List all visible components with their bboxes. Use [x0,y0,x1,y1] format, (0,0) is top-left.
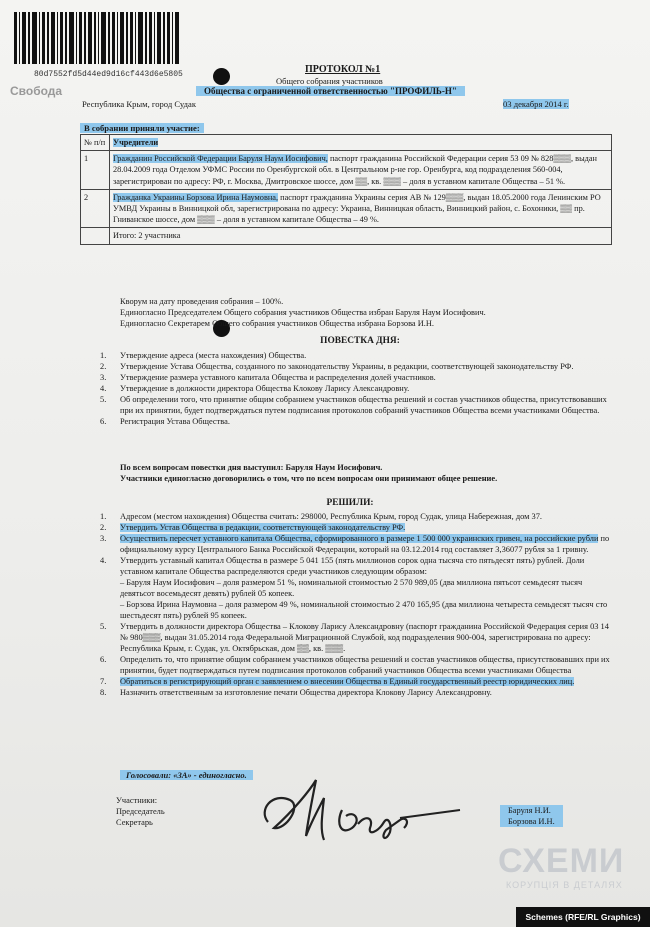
schemes-tagline: КОРУПЦІЯ В ДЕТАЛЯХ [506,880,623,890]
table-row [81,151,612,190]
handwritten-signature-icon [250,770,480,850]
row-number: 2 [81,189,110,228]
item-number: 5. [100,395,107,404]
item-number: 2. [100,362,107,371]
participant-name: Гражданка Украины Борзова Ирина Наумовна, [113,192,279,202]
item-number: 3. [100,534,107,543]
decisions-heading-text: РЕШИЛИ: [326,498,374,508]
participants-table [80,134,612,245]
list-item [100,383,612,394]
meeting-type: Общего собрания участников [276,76,383,86]
signature-labels [116,795,165,828]
col-num-header: № п/п [81,135,110,151]
quorum-block [120,296,486,329]
list-item [100,372,612,383]
list-item [100,394,612,416]
item-text: Адресом (местом нахождения) Общества считать: 298000, Республика Крым, город Судак, улица Набережная, дом 37. [120,512,542,521]
agenda-heading [0,336,650,346]
participant-name: Гражданин Российской Федерации Баруля Наум Иосифович, [113,154,328,164]
item-number: 4. [100,384,107,393]
signature-names [500,805,563,827]
list-item [100,416,612,427]
list-item [100,361,612,372]
table-row [81,189,612,228]
item-text: Об определении того, что принятие общим собранием участников общества решений и состав участников общества, присутствовавших при их принятии, будет подтверждаться путем подписания протоколов собраний участников Общества всеми участниками Общества. [120,395,607,415]
item-text: Обратиться в регистрирующий орган с заявлением о внесении Общества в Единый государственный реестр юридических лиц. [120,677,575,686]
item-text: по официальному курсу Центрального Банка Российской Федерации, который на 03.12.2014 год составляет 3,36077 рубля за 1 гривну. [120,534,610,554]
participant-details: паспорт гражданина Российской Федерации серия 53 09 № 828▒▒▒, выдан 28.04.2009 года Отделом УФМС России по Оренбургской обл. в Центральном р-не гор. Оренбурга, код подразделения 560-004, зарегистрирован по адресу: РФ, г. Москва, Дмитровское шоссе, дом ▒▒, кв. ▒▒▒ – доля в уставном капитале Общества – 51 %. [113,154,597,186]
votes-line: Голосовали: «ЗА» - единогласно. [120,770,253,780]
item-subtext: – Борзова Ирина Наумовна – доля размером 49 %, номинальной стоимостью 2 470 165,95 (два миллиона четыреста семьдесят тысяч сто шестьдесят пять) рублей 95 копеек. [120,600,608,620]
speaker-block [120,462,497,484]
participants-heading: В собрании приняли участие: [80,123,204,133]
item-number: 8. [100,688,107,697]
decisions-list [100,511,612,698]
date: 03 декабря 2014 г. [503,99,569,109]
item-text: Регистрация Устава Общества. [120,417,230,426]
item-number: 5. [100,622,107,631]
item-number: 4. [100,556,107,565]
row-number: 1 [81,151,110,190]
place: Республика Крым, город Судак [82,99,196,109]
item-text: Утверждение Устава Общества, созданного по законодательству Украины, в редакции, соответствующей законодательству РФ. [120,362,574,371]
item-text: Назначить ответственным за изготовление печати Общества директора Клокову Ларису Александровну. [120,688,492,697]
item-text: Определить то, что принятие общим собранием участников общества решений и состав участников общества, присутствовавших при их принятии, будет подтверждаться путем подписания протоколов собраний участников Общества всеми участниками Общества [120,655,610,675]
company-name: Общества с ограниченной ответственностью "ПРОФИЛЬ-Н" [196,86,465,96]
list-item [100,522,612,533]
list-item [100,654,612,676]
list-item [100,533,612,555]
item-number: 6. [100,655,107,664]
item-number: 3. [100,373,107,382]
item-subtext: – Баруля Наум Иосифович – доля размером 51 %, номинальной стоимостью 2 570 989,05 (два миллиона пятьсот семьдесят тысяч девятьсот восемьдесят девять) рублей 05 копеек. [120,578,583,598]
row-details [110,151,612,190]
list-item [100,676,612,687]
svoboda-logo: Свобода [10,84,63,98]
item-number: 7. [100,677,107,686]
agenda-heading-text: ПОВЕСТКА ДНЯ: [320,336,400,346]
protocol-title: ПРОТОКОЛ №1 [305,64,381,75]
speaker-line: По всем вопросам повестки дня выступил: Баруля Наум Иосифович. [120,463,383,472]
participant-details: паспорт гражданина Украины серия АВ № 129▒▒▒, выдан 18.05.2000 года Ленинским РО УМВД Украины в Винницкой обл, зарегистрирована по адресу: Украина, Винницкая область, Винницкий район, с. Бохоники, ▒▒ пр. Гниванское шоссе, дом ▒▒▒ – доля в уставном капитале Общества – 49 %. [113,192,601,225]
quorum-line: Кворум на дату проведения собрания – 100%. [120,297,284,306]
item-text: Утвердить уставный капитал Общества в размере 5 041 155 (пять миллионов сорок одна тысяча сто пятьдесят пять) рублей. Доли уставном капитале Общества распределяются среди участников следующим образом: [120,556,585,576]
list-item [100,687,612,698]
item-text: Утверждение адреса (места нахождения) Общества. [120,351,307,360]
item-text: Утвердить Устав Общества в редакции, соответствующей законодательству РФ. [120,523,406,532]
signature-name: Борзова И.Н. [508,817,555,826]
barcode-icon [12,8,182,68]
agenda-list [100,350,612,427]
item-text: Утвердить в должности директора Общества – Клокову Ларису Александровну (паспорт гражданина Российской Федерация серия 03 14 № 980▒▒▒, выдан 31.05.2014 года Федеральной Миграционной Службой, код подразделения 900-004, зарегистрирована по адресу: Республика Крым, г. Судак, ул. Октябрьская, дом ▒▒, кв. ▒▒▒. [120,622,609,653]
quorum-line: Единогласно Секретарем Общего собрания участников Общества избрана Борзова И.Н. [120,319,435,328]
item-text: Утверждение размера уставного капитала Общества и распределения долей участников. [120,373,436,382]
empty-cell [81,228,110,244]
list-item [100,511,612,522]
item-number: 2. [100,523,107,532]
table-row [81,228,612,244]
punch-hole-icon [213,68,230,85]
list-item [100,621,612,654]
item-number: 6. [100,417,107,426]
signature-label: Председатель [116,807,165,816]
signature-name: Баруля Н.И. [508,806,551,815]
founders-label: Учредители [113,138,159,147]
item-number: 1. [100,512,107,521]
schemes-logo: СХЕМИ [498,842,625,880]
item-text-highlighted: Осуществить пересчет уставного капитала Общества, сформированного в размере 1 500 000 украинских гривен, на российские рубли [120,534,599,543]
col-founders-header [110,135,612,151]
row-details [110,189,612,228]
signature-label: Участники: [116,796,158,805]
unanimous-line: Участники единогласно договорились о том, что по всем вопросам они принимают общее решение. [120,474,498,483]
item-number: 1. [100,351,107,360]
total: Итого: 2 участника [110,228,612,244]
decisions-heading [0,498,650,508]
item-text: Утверждение в должности директора Общества Клокову Ларису Александровну. [120,384,410,393]
list-item [100,350,612,361]
signature-label: Секретарь [116,818,153,827]
quorum-line: Единогласно Председателем Общего собрания участников Общества избран Баруля Наум Иосифович. [120,308,486,317]
watermark-code: 80d7552fd5d44ed9d16cf443d6e5805 [34,70,183,79]
image-credit: Schemes (RFE/RL Graphics) [516,907,650,927]
list-item [100,555,612,621]
table-header-row [81,135,612,151]
